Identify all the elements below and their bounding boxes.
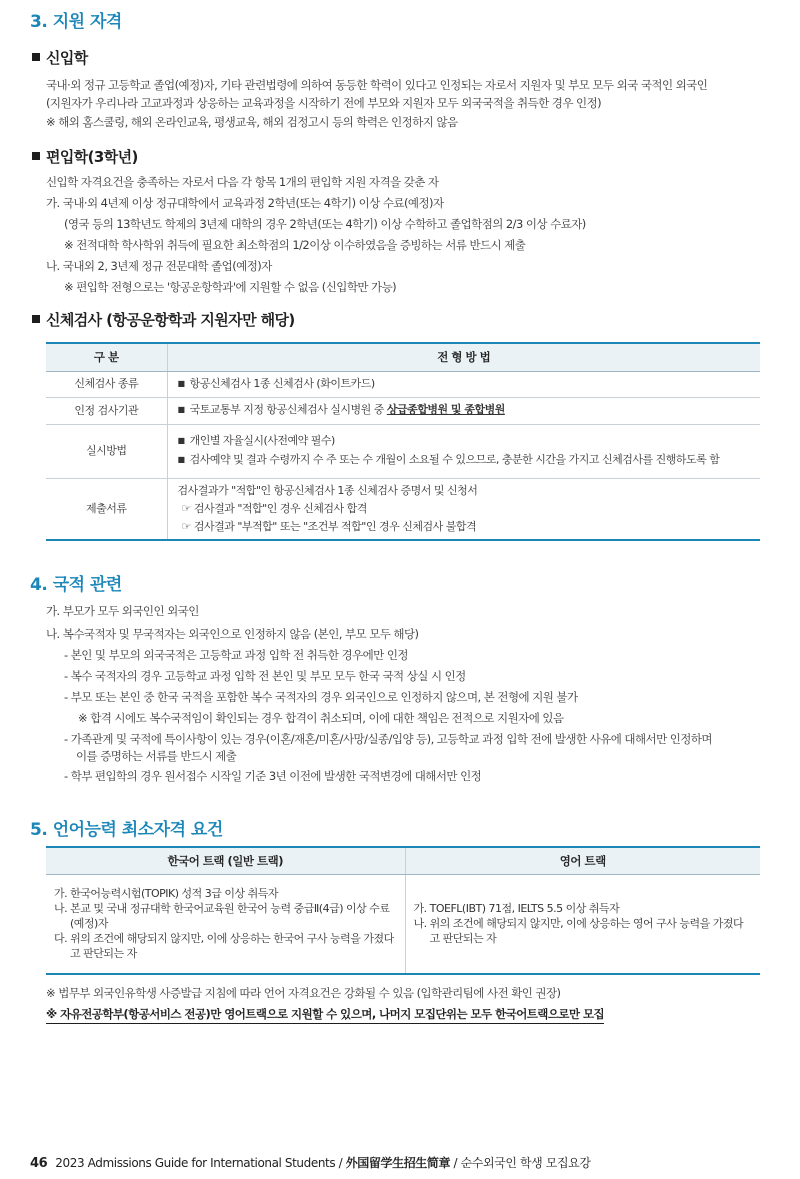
- fresh-admission-title: 신입학: [46, 49, 88, 67]
- table-header-category: 구 분: [46, 343, 167, 371]
- page-footer: [30, 1154, 591, 1171]
- korean-item-3: 다. 위의 조건에 해당되지 않지만, 이에 상응하는 한국어 구사 능력을 가졌다고 판단되는 자: [54, 932, 394, 961]
- documents-line-2: ☞ 검사결과 "적합"인 경우 신체검사 합격: [181, 501, 367, 515]
- row-label-institution: 인정 검사기관: [46, 397, 167, 424]
- row-value-institution: [167, 397, 760, 424]
- physical-exam-table: [46, 342, 760, 541]
- nationality-line-7: 이를 증명하는 서류를 반드시 제출: [76, 749, 237, 763]
- footer-separator: /: [335, 1156, 346, 1170]
- nationality-line-8: - 학부 편입학의 경우 원서접수 시작일 기준 3년 이전에 발생한 국적변경에 대해서만 인정: [64, 769, 482, 783]
- row-label-method: 실시방법: [46, 424, 167, 478]
- fresh-line-2: (지원자가 우리나라 고교과정과 상응하는 교육과정을 시작하기 전에 부모와 지원자 모두 외국국적을 취득한 경우 인정): [46, 96, 602, 110]
- method-line-2: ■ 검사예약 및 결과 수령까지 수 주 또는 수 개월이 소요될 수 있으므로, 충분한 시간을 가지고 신체검사를 진행하도록 함: [178, 451, 751, 470]
- nationality-line-1: 가. 부모가 모두 외국인인 외국인: [46, 604, 199, 618]
- transfer-line-4: 나. 국내외 2, 3년제 정규 전문대학 졸업(예정)자: [46, 259, 272, 273]
- row-value-exam-type: [167, 371, 760, 397]
- transfer-admission-heading: [32, 146, 138, 167]
- section-3-title: 3. 지원 자격: [30, 12, 122, 32]
- row-label-documents: 제출서류: [46, 478, 167, 540]
- korean-item-2: 나. 본교 및 국내 정규대학 한국어교육원 한국어 능력 중급Ⅱ(4급) 이상 수료(예정)자: [54, 902, 390, 931]
- korean-track-header: 한국어 트랙 (일반 트랙): [46, 847, 405, 874]
- nationality-line-6: - 가족관계 및 국적에 특이사항이 있는 경우(이혼/재혼/미혼/사망/실종/입양 등), 고등학교 과정 입학 전에 발생한 사유에 대해서만 인정하며: [64, 732, 712, 746]
- korean-track-cell: [46, 874, 405, 974]
- nationality-line-5: - 부모 또는 본인 중 한국 국적을 포함한 복수 국적자의 경우 외국인으로 인정하지 않으며, 본 전형에 지원 불가: [64, 690, 578, 704]
- table-row: [46, 424, 760, 478]
- row-value-method: [167, 424, 760, 478]
- method-line-1: ■ 개인별 자율실시(사전예약 필수): [178, 432, 751, 451]
- square-bullet-icon: [32, 53, 40, 61]
- transfer-note-2: ※ 편입학 전형으로는 '항공운항학과'에 지원할 수 없음 (신입학만 가능): [64, 280, 397, 294]
- transfer-note-1: ※ 전적대학 학사학위 취득에 필요한 최소학점의 1/2이상 이수하였음을 증빙하는 서류 반드시 제출: [64, 238, 526, 252]
- nationality-line-3: - 본인 및 부모의 외국국적은 고등학교 과정 입학 전 취득한 경우에만 인정: [64, 648, 408, 662]
- table-row: [46, 874, 760, 974]
- table-header-row: [46, 847, 760, 874]
- table-row: [46, 478, 760, 540]
- transfer-admission-title: 편입학(3학년): [46, 148, 138, 166]
- english-track-header: 영어 트랙: [405, 847, 760, 874]
- nationality-note: ※ 합격 시에도 복수국적임이 확인되는 경우 합격이 취소되며, 이에 대한 책임은 전적으로 지원자에 있음: [78, 711, 564, 725]
- table-header-row: [46, 343, 760, 371]
- documents-line-3: ☞ 검사결과 "부적합" 또는 "조건부 적합"인 경우 신체검사 불합격: [181, 519, 477, 533]
- square-bullet-icon: [32, 152, 40, 160]
- nationality-line-2: 나. 복수국적자 및 무국적자는 외국인으로 인정하지 않음 (본인, 부모 모두 해당): [46, 627, 419, 641]
- physical-exam-heading: [32, 309, 295, 330]
- physical-exam-title: 신체검사 (항공운항학과 지원자만 해당): [46, 311, 295, 329]
- footer-title-chinese: 外国留学生招生简章: [345, 1156, 451, 1170]
- footer-title: 2023 Admissions Guide for International Students: [55, 1156, 336, 1170]
- table-row: [46, 371, 760, 397]
- row-value-documents: [167, 478, 760, 540]
- english-item-1: 가. TOEFL(IBT) 71점, IELTS 5.5 이상 취득자: [413, 902, 620, 916]
- footer-separator: /: [450, 1156, 461, 1170]
- language-note-2: ※ 자유전공학부(항공서비스 전공)만 영어트랙으로 지원할 수 있으며, 나머지 모집단위는 모두 한국어트랙으로만 모집: [46, 1006, 604, 1024]
- section-4-title: 4. 국적 관련: [30, 575, 122, 595]
- footer-title-korean: 순수외국인 학생 모집요강: [460, 1156, 591, 1170]
- language-requirements-table: [46, 846, 760, 975]
- square-bullet-icon: [32, 315, 40, 323]
- english-item-2: 나. 위의 조건에 해당되지 않지만, 이에 상응하는 영어 구사 능력을 가졌다고 판단되는 자: [413, 917, 744, 946]
- section-5-title: 5. 언어능력 최소자격 요건: [30, 820, 223, 840]
- nationality-line-4: - 복수 국적자의 경우 고등학교 과정 입학 전 본인 및 부모 모두 한국 국적 상실 시 인정: [64, 669, 466, 683]
- exam-type-text: ■ 항공신체검사 1종 신체검사 (화이트카드): [178, 377, 375, 390]
- language-note-1: ※ 법무부 외국인유학생 사증발급 지침에 따라 언어 자격요건은 강화될 수 있음 (입학관리팀에 사전 확인 권장): [46, 986, 561, 1000]
- korean-item-1: 가. 한국어능력시험(TOPIK) 성적 3급 이상 취득자: [54, 887, 279, 901]
- fresh-note: ※ 해외 홈스쿨링, 해외 온라인교육, 평생교육, 해외 검정고시 등의 학력은 인정하지 않음: [46, 115, 458, 129]
- transfer-line-3: (영국 등의 13학년도 학제의 3년제 대학의 경우 2학년(또는 4학기) 이상 수학하고 졸업학점의 2/3 이상 수료자): [64, 217, 586, 231]
- table-row: [46, 397, 760, 424]
- english-track-cell: [405, 874, 760, 974]
- transfer-line-1: 신입학 자격요건을 충족하는 자로서 다음 각 항목 1개의 편입학 지원 자격을 갖춘 자: [46, 175, 439, 189]
- row-label-exam-type: 신체검사 종류: [46, 371, 167, 397]
- table-header-method: 전 형 방 법: [167, 343, 760, 371]
- institution-highlight: 상급종합병원 및 종합병원: [386, 403, 505, 416]
- transfer-line-2: 가. 국내·외 4년제 이상 정규대학에서 교육과정 2학년(또는 4학기) 이상 수료(예정)자: [46, 196, 444, 210]
- fresh-admission-heading: [32, 47, 88, 68]
- page-number: 46: [30, 1156, 48, 1171]
- documents-line-1: 검사결과가 "적합"인 항공신체검사 1종 신체검사 증명서 및 신청서: [177, 483, 478, 497]
- fresh-line-1: 국내·외 정규 고등학교 졸업(예정)자, 기타 관련법령에 의하여 동등한 학력이 있다고 인정되는 자로서 지원자 및 부모 모두 외국 국적인 외국인: [46, 78, 708, 92]
- institution-text: ■ 국토교통부 지정 항공신체검사 실시병원 중: [178, 403, 387, 416]
